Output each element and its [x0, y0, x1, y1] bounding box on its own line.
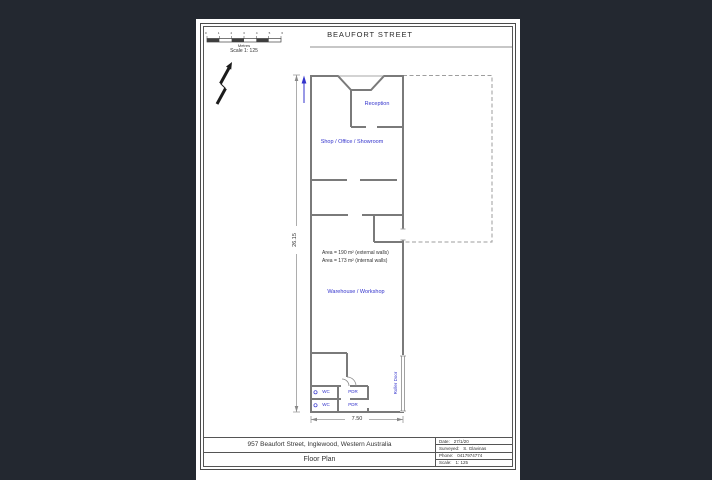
entry-arrow-icon	[302, 76, 307, 104]
roller-door-label: Roller Door	[393, 371, 398, 395]
area-annotation-internal: Area = 173 m² (internal walls)	[322, 258, 388, 264]
door-swing-arc	[347, 377, 356, 386]
scale-tick: 2	[230, 31, 233, 35]
scale-tick: 0	[205, 31, 207, 35]
address-title: 957 Beaufort Street, Inglewood, Western Australia	[204, 438, 435, 453]
north-arrow-icon	[217, 62, 232, 104]
title-block	[203, 437, 513, 467]
room-label-warehouse: Warehouse / Workshop	[327, 289, 385, 295]
room-label-pdr: PDR	[348, 389, 358, 395]
building-outline	[311, 76, 403, 412]
depth-dimension-value: 26.15	[292, 233, 298, 247]
meta-row-surveyed	[436, 445, 512, 452]
room-label-wc: WC	[322, 389, 330, 395]
toilet-symbol	[314, 404, 317, 407]
meta-value: 1: 125	[455, 460, 469, 466]
width-dimension-value: 7.50	[351, 415, 363, 422]
room-label-pdr: PDR	[348, 402, 358, 408]
meta-value: S. Glavinas	[463, 445, 487, 451]
meta-label: Date:	[439, 438, 450, 444]
street-label: BEAUFORT STREET	[327, 30, 413, 39]
scale-tick: 6	[281, 31, 283, 35]
meta-label: Phone:	[439, 453, 454, 459]
scale-tick: 4	[255, 31, 258, 35]
scale-bar-ticks	[205, 32, 283, 35]
rear-door-opening	[401, 229, 407, 241]
meta-label: Surveyed:	[439, 445, 460, 451]
dashed-lease-outline	[403, 76, 492, 243]
room-label-shop: Shop / Office / Showroom	[320, 139, 384, 145]
drawing-title: Floor Plan	[303, 455, 336, 463]
meta-value: 27/1/20	[453, 438, 469, 444]
scale-ratio-label: Scale 1: 125	[230, 47, 258, 54]
title-block-meta	[436, 438, 512, 466]
scale-tick: 3	[243, 31, 245, 35]
door-swing-arc	[342, 379, 349, 386]
meta-row-date	[436, 438, 512, 445]
room-label-reception: Reception	[364, 101, 390, 107]
toilet-symbol	[314, 391, 317, 394]
scale-unit-label: Metres	[237, 42, 251, 48]
scale-tick: 1	[217, 31, 220, 35]
room-label-wc: WC	[322, 402, 330, 408]
scale-tick: 5	[268, 31, 271, 35]
meta-row-scale	[436, 460, 512, 466]
meta-label: Scale:	[439, 460, 452, 466]
area-annotation-external: Area = 190 m² (external walls)	[322, 250, 389, 256]
meta-value: 0417974774	[457, 453, 483, 459]
meta-row-phone	[436, 453, 512, 460]
title-block-main	[204, 438, 436, 466]
